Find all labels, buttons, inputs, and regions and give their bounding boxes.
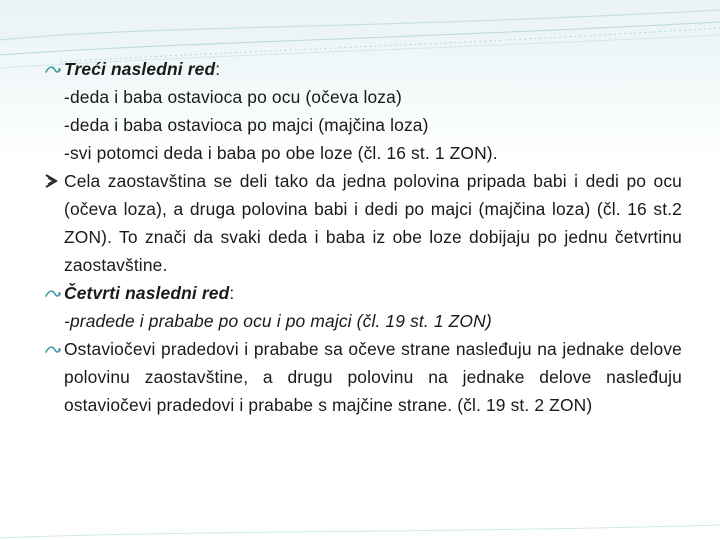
list-item <box>42 167 682 279</box>
paragraph-text: Ostaviočevi pradedovi i prababe sa očeve strane nasleđuju na jednake delove polovinu zaostavštine, a drugu polovinu na jednake delove nasleđuju ostaviočevi pradedovi i prababe s majčine strane. (čl. 19 st. 2 ZON) <box>64 339 682 415</box>
list-item <box>42 279 682 307</box>
list-item: -deda i baba ostavioca po majci (majčina loza) <box>64 115 429 135</box>
heading-cetvrti-red: Četvrti nasledni red <box>64 283 230 303</box>
heading-treci-red: Treći nasledni red <box>64 59 216 79</box>
heading-colon: : <box>229 283 235 303</box>
heading-colon: : <box>215 59 221 79</box>
list-item <box>42 55 682 83</box>
list-item: -svi potomci deda i baba po obe loze (čl. 16 st. 1 ZON). <box>64 143 498 163</box>
list-item: -pradede i prababe po ocu i po majci (čl. 19 st. 1 ZON) <box>64 311 492 331</box>
slide-body <box>42 55 682 419</box>
curl-bullet-icon <box>44 55 64 83</box>
arrow-bullet-icon <box>42 167 62 195</box>
paragraph-text: Cela zaostavština se deli tako da jedna polovina pripada babi i dedi po ocu (očeva loza), a druga polovina babi i dedi po majci (majčina loza) (čl. 16 st.2 ZON). To znači da svaki deda i baba iz obe loze dobijaju po jednu četvrtinu zaostavštine. <box>64 171 682 275</box>
decorative-swoosh-bottom <box>0 500 720 540</box>
curl-bullet-icon <box>44 335 64 363</box>
curl-bullet-icon <box>44 279 64 307</box>
list-item <box>42 335 682 419</box>
list-item: -deda i baba ostavioca po ocu (očeva loza) <box>64 87 402 107</box>
